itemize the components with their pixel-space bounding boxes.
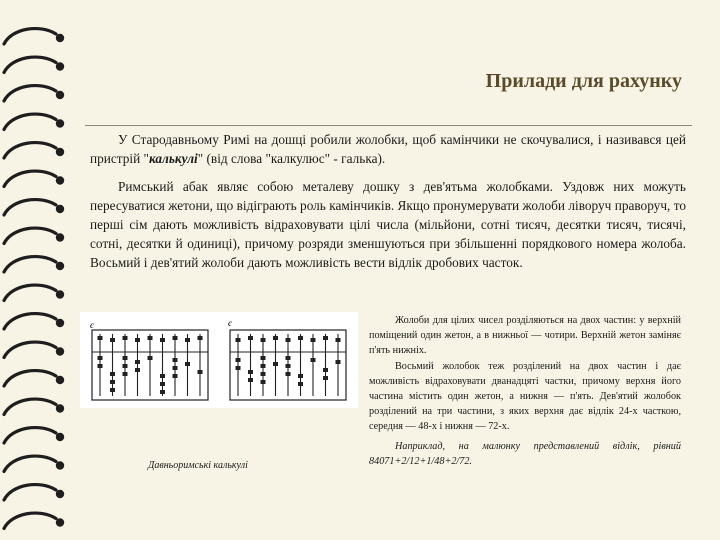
abacus-counter <box>298 374 303 378</box>
abacus-counter <box>236 338 241 342</box>
side-note-2: Восьмий жолобок теж розділений на двох частин і дає можливість відраховувати дванадцяті частки, причому верхня його частина містить один жетон, а нижня — п'ять. Дев'ятий жолобок розділений на три частини, з яких верхня дає відлік 24-х часткою, середня — 48-х і нижня — 72-х. <box>369 360 681 433</box>
abacus-counter <box>110 388 115 392</box>
binding-hole <box>56 490 64 498</box>
binding-ring <box>4 257 56 272</box>
abacus-counter <box>286 364 291 368</box>
binding-hole <box>56 347 64 355</box>
abacus-counter <box>261 356 266 360</box>
abacus-counter <box>261 364 266 368</box>
binding-ring <box>4 86 56 101</box>
abacus-counter <box>135 338 140 342</box>
binding-hole <box>56 148 64 156</box>
abacus-counter <box>148 356 153 360</box>
abacus-left-panel <box>92 330 208 400</box>
abacus-counter <box>98 364 103 368</box>
abacus-counter <box>98 336 103 340</box>
side-note-1: Жолоби для цілих чисел розділяються на двох частин: у верхній поміщений один жетон, а в нижньої — чотири. Верхній жетон заміняє п'ять нижніх. <box>369 315 681 357</box>
abacus-counter <box>173 366 178 370</box>
example-note: Наприклад, на малюнку представлений відлік, рівний 84071+2/12+1/48+2/72. <box>369 440 681 467</box>
binding-ring <box>4 314 56 329</box>
binding-ring <box>4 57 56 72</box>
binding-ring <box>4 228 56 243</box>
binding-ring <box>4 513 56 528</box>
abacus-counter <box>248 370 253 374</box>
abacus-counter <box>123 356 128 360</box>
abacus-counter <box>336 338 341 342</box>
binding-hole <box>56 518 64 526</box>
binding-ring <box>4 456 56 471</box>
binding-hole <box>56 62 64 70</box>
binding-hole <box>56 290 64 298</box>
abacus-counter <box>110 380 115 384</box>
abacus-counter <box>248 336 253 340</box>
binding-ring <box>4 29 56 44</box>
abacus-counter <box>311 358 316 362</box>
binding-ring <box>4 428 56 443</box>
spiral-binding-icon <box>0 20 80 540</box>
abacus-counter <box>173 336 178 340</box>
abacus-counter <box>286 356 291 360</box>
abacus-counter <box>148 336 153 340</box>
abacus-counter <box>261 380 266 384</box>
binding-hole <box>56 262 64 270</box>
abacus-counter <box>185 362 190 366</box>
binding-hole <box>56 176 64 184</box>
abacus-counter <box>160 382 165 386</box>
binding-hole <box>56 319 64 327</box>
intro-text-end: " (від слова "калкулюс" - галька). <box>197 151 386 166</box>
abacus-counter <box>336 360 341 364</box>
side-notes <box>369 313 681 469</box>
binding-hole <box>56 91 64 99</box>
abacus-counter <box>298 336 303 340</box>
binding-ring <box>4 171 56 186</box>
abacus-counter <box>236 358 241 362</box>
abacus-counter <box>261 372 266 376</box>
abacus-drawing <box>80 312 358 408</box>
binding-hole <box>56 119 64 127</box>
abacus-counter <box>323 368 328 372</box>
abacus-right-panel <box>230 330 346 400</box>
abacus-counter <box>173 374 178 378</box>
intro-text-start: У Стародавньому Римі на дошці робили жолобки, щоб камінчики не скочувалися, і називався цей пристрій " <box>90 132 686 166</box>
abacus-counter <box>323 336 328 340</box>
abacus-counter <box>160 374 165 378</box>
panel-mark-left: є <box>90 320 94 330</box>
binding-ring <box>4 200 56 215</box>
abacus-counter <box>173 358 178 362</box>
abacus-counter <box>98 356 103 360</box>
abacus-counter <box>286 338 291 342</box>
title-divider <box>85 125 692 126</box>
binding-ring <box>4 371 56 386</box>
page-title: Прилади для рахунку <box>485 70 682 92</box>
abacus-counter <box>123 372 128 376</box>
intro-paragraph <box>90 130 686 168</box>
abacus-counter <box>110 372 115 376</box>
figure-caption: Давньоримські калькулі <box>148 460 248 471</box>
abacus-counter <box>273 362 278 366</box>
binding-hole <box>56 205 64 213</box>
abacus-counter <box>323 376 328 380</box>
binding-ring <box>4 285 56 300</box>
binding-hole <box>56 433 64 441</box>
binding-hole <box>56 404 64 412</box>
abacus-counter <box>135 368 140 372</box>
abacus-counter <box>185 338 190 342</box>
binding-hole <box>56 233 64 241</box>
abacus-counter <box>261 338 266 342</box>
abacus-counter <box>286 372 291 376</box>
abacus-counter <box>123 364 128 368</box>
abacus-counter <box>198 336 203 340</box>
abacus-counter <box>298 382 303 386</box>
abacus-counter <box>160 390 165 394</box>
abacus-counter <box>273 336 278 340</box>
intro-term: калькулі <box>148 151 198 166</box>
abacus-figure <box>80 312 358 408</box>
binding-ring <box>4 114 56 129</box>
abacus-counter <box>160 338 165 342</box>
abacus-counter <box>110 338 115 342</box>
abacus-text: Римський абак являє собою металеву дошку з дев'ятьма жолобками. Уздовж них можуть пересуватися жетони, що відіграють роль камінчиків. Якщо пронумерувати жолоби ліворуч праворуч, то перші сім дають можливість відраховувати цілі числа (мільйони, сотні тисяч, десятки тисяч, тисячі, сотні, десятки й одиниці), причому розряди зменшуються при збільшенні порядкового номера жолоба. Восьмий і дев'ятий жолоби дають можливість вести відлік дробових часток. <box>90 179 686 270</box>
abacus-counter <box>123 336 128 340</box>
binding-hole <box>56 34 64 42</box>
binding-ring <box>4 342 56 357</box>
panel-mark-right: є <box>228 318 232 328</box>
abacus-counter <box>236 366 241 370</box>
abacus-counter <box>248 378 253 382</box>
binding-ring <box>4 143 56 158</box>
binding-hole <box>56 376 64 384</box>
abacus-counter <box>135 360 140 364</box>
binding-ring <box>4 485 56 500</box>
abacus-paragraph <box>90 177 686 272</box>
binding-hole <box>56 461 64 469</box>
abacus-counter <box>198 370 203 374</box>
abacus-counter <box>311 338 316 342</box>
binding-ring <box>4 399 56 414</box>
